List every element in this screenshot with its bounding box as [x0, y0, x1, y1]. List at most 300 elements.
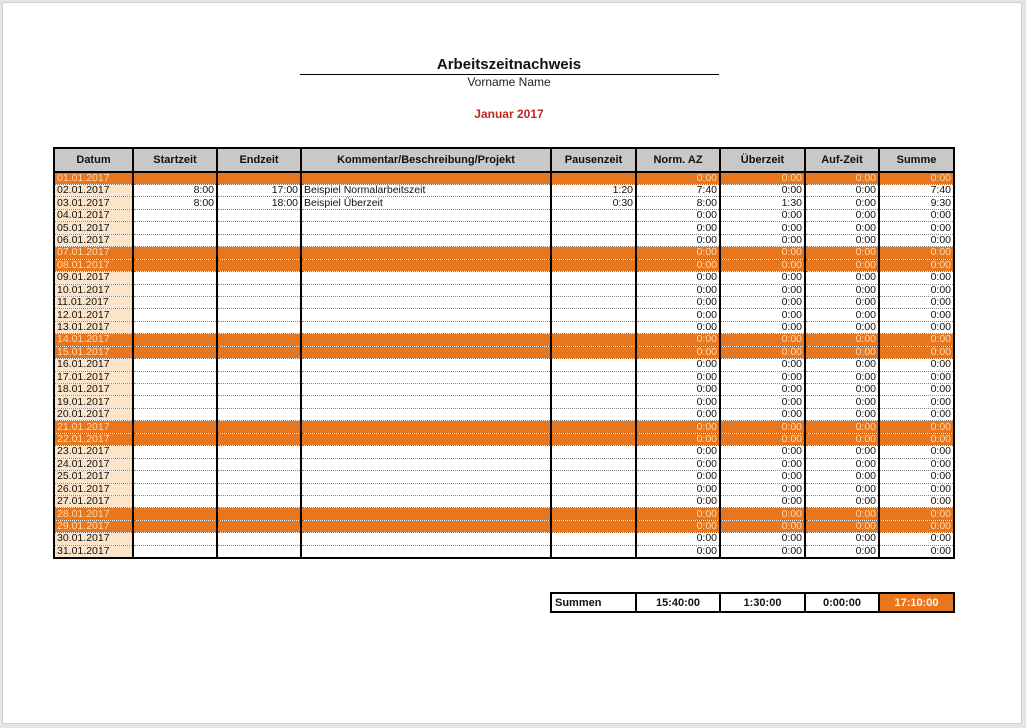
- cell-pausenzeit[interactable]: [551, 533, 636, 545]
- cell-auf-zeit[interactable]: 0:00: [805, 520, 879, 532]
- cell-norm-az[interactable]: 0:00: [636, 471, 720, 483]
- cell-norm-az[interactable]: 0:00: [636, 458, 720, 470]
- cell-endzeit[interactable]: [217, 384, 301, 396]
- cell-datum[interactable]: 17.01.2017: [54, 371, 133, 383]
- col-header-startzeit: Startzeit: [133, 148, 217, 172]
- cell-pausenzeit[interactable]: [551, 259, 636, 271]
- cell-ueberzeit[interactable]: 0:00: [720, 545, 805, 558]
- cell-kommentar[interactable]: [301, 334, 551, 346]
- cell-pausenzeit[interactable]: [551, 272, 636, 284]
- cell-endzeit[interactable]: [217, 421, 301, 433]
- cell-endzeit[interactable]: [217, 346, 301, 358]
- cell-norm-az[interactable]: 0:00: [636, 259, 720, 271]
- cell-startzeit[interactable]: [133, 247, 217, 259]
- col-header-kommentar: Kommentar/Beschreibung/Projekt: [301, 148, 551, 172]
- cell-startzeit[interactable]: [133, 272, 217, 284]
- cell-kommentar[interactable]: [301, 495, 551, 507]
- cell-kommentar[interactable]: [301, 234, 551, 246]
- cell-datum[interactable]: 13.01.2017: [54, 321, 133, 333]
- cell-auf-zeit[interactable]: 0:00: [805, 309, 879, 321]
- cell-pausenzeit[interactable]: [551, 172, 636, 185]
- cell-datum[interactable]: 26.01.2017: [54, 483, 133, 495]
- cell-startzeit[interactable]: [133, 421, 217, 433]
- cell-ueberzeit[interactable]: 0:00: [720, 483, 805, 495]
- cell-norm-az[interactable]: 0:00: [636, 384, 720, 396]
- cell-ueberzeit[interactable]: 0:00: [720, 396, 805, 408]
- cell-pausenzeit[interactable]: [551, 384, 636, 396]
- cell-endzeit[interactable]: [217, 520, 301, 532]
- cell-startzeit[interactable]: [133, 259, 217, 271]
- cell-auf-zeit[interactable]: 0:00: [805, 483, 879, 495]
- table-row: [54, 234, 954, 246]
- cell-ueberzeit[interactable]: 0:00: [720, 259, 805, 271]
- cell-pausenzeit[interactable]: [551, 209, 636, 221]
- cell-datum[interactable]: 08.01.2017: [54, 259, 133, 271]
- cell-endzeit[interactable]: [217, 284, 301, 296]
- cell-datum[interactable]: 03.01.2017: [54, 197, 133, 209]
- cell-startzeit[interactable]: [133, 483, 217, 495]
- cell-summe[interactable]: 0:00: [879, 458, 954, 470]
- cell-norm-az[interactable]: 7:40: [636, 185, 720, 197]
- cell-startzeit[interactable]: [133, 284, 217, 296]
- cell-ueberzeit[interactable]: 0:00: [720, 421, 805, 433]
- cell-kommentar[interactable]: [301, 458, 551, 470]
- cell-auf-zeit[interactable]: 0:00: [805, 247, 879, 259]
- cell-pausenzeit[interactable]: [551, 247, 636, 259]
- cell-ueberzeit[interactable]: 0:00: [720, 458, 805, 470]
- cell-summe[interactable]: 0:00: [879, 346, 954, 358]
- cell-ueberzeit[interactable]: 0:00: [720, 234, 805, 246]
- cell-ueberzeit[interactable]: 0:00: [720, 495, 805, 507]
- cell-norm-az[interactable]: 0:00: [636, 508, 720, 520]
- cell-ueberzeit[interactable]: 0:00: [720, 471, 805, 483]
- cell-endzeit[interactable]: [217, 272, 301, 284]
- cell-auf-zeit[interactable]: 0:00: [805, 359, 879, 371]
- cell-startzeit[interactable]: [133, 346, 217, 358]
- cell-startzeit[interactable]: [133, 222, 217, 234]
- cell-norm-az[interactable]: 0:00: [636, 495, 720, 507]
- cell-datum[interactable]: 10.01.2017: [54, 284, 133, 296]
- cell-summe[interactable]: 0:00: [879, 396, 954, 408]
- cell-datum[interactable]: 14.01.2017: [54, 334, 133, 346]
- cell-kommentar[interactable]: [301, 346, 551, 358]
- cell-norm-az[interactable]: 0:00: [636, 209, 720, 221]
- cell-startzeit[interactable]: [133, 396, 217, 408]
- cell-kommentar[interactable]: [301, 384, 551, 396]
- cell-norm-az[interactable]: 0:00: [636, 234, 720, 246]
- cell-ueberzeit[interactable]: 0:00: [720, 272, 805, 284]
- cell-startzeit[interactable]: [133, 172, 217, 185]
- cell-summe[interactable]: 9:30: [879, 197, 954, 209]
- cell-auf-zeit[interactable]: 0:00: [805, 346, 879, 358]
- cell-norm-az[interactable]: 0:00: [636, 446, 720, 458]
- cell-datum[interactable]: 21.01.2017: [54, 421, 133, 433]
- cell-auf-zeit[interactable]: 0:00: [805, 396, 879, 408]
- cell-norm-az[interactable]: 0:00: [636, 396, 720, 408]
- cell-ueberzeit[interactable]: 0:00: [720, 346, 805, 358]
- cell-endzeit[interactable]: [217, 334, 301, 346]
- cell-auf-zeit[interactable]: 0:00: [805, 296, 879, 308]
- table-row: [54, 309, 954, 321]
- cell-pausenzeit[interactable]: [551, 222, 636, 234]
- cell-pausenzeit[interactable]: 0:30: [551, 197, 636, 209]
- cell-ueberzeit[interactable]: 0:00: [720, 508, 805, 520]
- cell-datum[interactable]: 12.01.2017: [54, 309, 133, 321]
- cell-startzeit[interactable]: [133, 520, 217, 532]
- cell-pausenzeit[interactable]: [551, 495, 636, 507]
- cell-pausenzeit[interactable]: [551, 284, 636, 296]
- cell-kommentar[interactable]: [301, 483, 551, 495]
- cell-pausenzeit[interactable]: [551, 483, 636, 495]
- cell-summe[interactable]: 0:00: [879, 408, 954, 420]
- cell-endzeit[interactable]: [217, 259, 301, 271]
- cell-auf-zeit[interactable]: 0:00: [805, 334, 879, 346]
- cell-kommentar[interactable]: [301, 259, 551, 271]
- cell-endzeit[interactable]: [217, 446, 301, 458]
- cell-endzeit[interactable]: [217, 247, 301, 259]
- cell-ueberzeit[interactable]: 0:00: [720, 446, 805, 458]
- cell-kommentar[interactable]: [301, 508, 551, 520]
- cell-startzeit[interactable]: [133, 508, 217, 520]
- cell-startzeit[interactable]: [133, 495, 217, 507]
- cell-summe[interactable]: 0:00: [879, 284, 954, 296]
- cell-pausenzeit[interactable]: [551, 433, 636, 445]
- cell-norm-az[interactable]: 0:00: [636, 222, 720, 234]
- sum-auf-zeit[interactable]: 0:00:00: [805, 593, 879, 612]
- cell-kommentar[interactable]: [301, 533, 551, 545]
- cell-pausenzeit[interactable]: [551, 408, 636, 420]
- cell-endzeit[interactable]: [217, 209, 301, 221]
- cell-norm-az[interactable]: 0:00: [636, 359, 720, 371]
- cell-summe[interactable]: 0:00: [879, 384, 954, 396]
- cell-startzeit[interactable]: [133, 433, 217, 445]
- cell-datum[interactable]: 29.01.2017: [54, 520, 133, 532]
- cell-startzeit[interactable]: [133, 234, 217, 246]
- cell-norm-az[interactable]: 0:00: [636, 296, 720, 308]
- cell-datum[interactable]: 02.01.2017: [54, 185, 133, 197]
- cell-kommentar[interactable]: Beispiel Überzeit: [301, 197, 551, 209]
- col-header-ueberzeit: Überzeit: [720, 148, 805, 172]
- sum-total[interactable]: 17:10:00: [879, 593, 954, 612]
- cell-norm-az[interactable]: 0:00: [636, 284, 720, 296]
- table-row: [54, 272, 954, 284]
- cell-startzeit[interactable]: [133, 446, 217, 458]
- cell-auf-zeit[interactable]: 0:00: [805, 284, 879, 296]
- cell-norm-az[interactable]: 0:00: [636, 483, 720, 495]
- cell-kommentar[interactable]: [301, 296, 551, 308]
- cell-summe[interactable]: 0:00: [879, 272, 954, 284]
- cell-ueberzeit[interactable]: 0:00: [720, 296, 805, 308]
- table-row: [54, 508, 954, 520]
- cell-summe[interactable]: 0:00: [879, 209, 954, 221]
- cell-pausenzeit[interactable]: [551, 296, 636, 308]
- cell-endzeit[interactable]: 17:00: [217, 185, 301, 197]
- sum-norm-az[interactable]: 15:40:00: [636, 593, 720, 612]
- cell-ueberzeit[interactable]: 0:00: [720, 359, 805, 371]
- cell-auf-zeit[interactable]: 0:00: [805, 172, 879, 185]
- table-row: [54, 259, 954, 271]
- cell-auf-zeit[interactable]: 0:00: [805, 495, 879, 507]
- cell-startzeit[interactable]: [133, 471, 217, 483]
- table-row: [54, 545, 954, 558]
- cell-kommentar[interactable]: [301, 209, 551, 221]
- cell-summe[interactable]: 0:00: [879, 321, 954, 333]
- cell-ueberzeit[interactable]: 0:00: [720, 533, 805, 545]
- cell-auf-zeit[interactable]: 0:00: [805, 408, 879, 420]
- cell-kommentar[interactable]: [301, 471, 551, 483]
- cell-ueberzeit[interactable]: 0:00: [720, 334, 805, 346]
- cell-norm-az[interactable]: 0:00: [636, 421, 720, 433]
- cell-datum[interactable]: 23.01.2017: [54, 446, 133, 458]
- cell-norm-az[interactable]: 0:00: [636, 520, 720, 532]
- cell-norm-az[interactable]: 0:00: [636, 309, 720, 321]
- cell-datum[interactable]: 06.01.2017: [54, 234, 133, 246]
- cell-endzeit[interactable]: [217, 222, 301, 234]
- cell-auf-zeit[interactable]: 0:00: [805, 272, 879, 284]
- cell-ueberzeit[interactable]: 0:00: [720, 247, 805, 259]
- table-row: [54, 284, 954, 296]
- cell-norm-az[interactable]: 0:00: [636, 408, 720, 420]
- cell-ueberzeit[interactable]: 0:00: [720, 222, 805, 234]
- cell-startzeit[interactable]: [133, 296, 217, 308]
- cell-kommentar[interactable]: [301, 520, 551, 532]
- sum-ueberzeit[interactable]: 1:30:00: [720, 593, 805, 612]
- cell-endzeit[interactable]: [217, 321, 301, 333]
- cell-kommentar[interactable]: [301, 222, 551, 234]
- cell-kommentar[interactable]: [301, 272, 551, 284]
- cell-endzeit[interactable]: [217, 172, 301, 185]
- cell-auf-zeit[interactable]: 0:00: [805, 259, 879, 271]
- cell-norm-az[interactable]: 0:00: [636, 247, 720, 259]
- cell-startzeit[interactable]: [133, 545, 217, 558]
- cell-endzeit[interactable]: [217, 545, 301, 558]
- cell-auf-zeit[interactable]: 0:00: [805, 321, 879, 333]
- cell-ueberzeit[interactable]: 0:00: [720, 371, 805, 383]
- cell-datum[interactable]: 31.01.2017: [54, 545, 133, 558]
- cell-summe[interactable]: 0:00: [879, 309, 954, 321]
- cell-pausenzeit[interactable]: [551, 471, 636, 483]
- cell-kommentar[interactable]: [301, 371, 551, 383]
- cell-datum[interactable]: 20.01.2017: [54, 408, 133, 420]
- cell-auf-zeit[interactable]: 0:00: [805, 209, 879, 221]
- cell-summe[interactable]: 0:00: [879, 359, 954, 371]
- cell-summe[interactable]: 0:00: [879, 483, 954, 495]
- cell-summe[interactable]: 0:00: [879, 533, 954, 545]
- cell-startzeit[interactable]: [133, 309, 217, 321]
- table-row: [54, 359, 954, 371]
- cell-startzeit[interactable]: 8:00: [133, 185, 217, 197]
- cell-auf-zeit[interactable]: 0:00: [805, 545, 879, 558]
- cell-auf-zeit[interactable]: 0:00: [805, 446, 879, 458]
- cell-endzeit[interactable]: [217, 495, 301, 507]
- cell-endzeit[interactable]: [217, 309, 301, 321]
- cell-auf-zeit[interactable]: 0:00: [805, 471, 879, 483]
- table-row: [54, 396, 954, 408]
- table-row: [54, 371, 954, 383]
- cell-summe[interactable]: 0:00: [879, 508, 954, 520]
- cell-pausenzeit[interactable]: [551, 359, 636, 371]
- cell-summe[interactable]: 0:00: [879, 296, 954, 308]
- cell-datum[interactable]: 15.01.2017: [54, 346, 133, 358]
- cell-kommentar[interactable]: [301, 172, 551, 185]
- cell-pausenzeit[interactable]: [551, 371, 636, 383]
- cell-summe[interactable]: 0:00: [879, 172, 954, 185]
- cell-endzeit[interactable]: [217, 371, 301, 383]
- cell-startzeit[interactable]: [133, 533, 217, 545]
- col-header-norm-az: Norm. AZ: [636, 148, 720, 172]
- cell-endzeit[interactable]: [217, 508, 301, 520]
- cell-kommentar[interactable]: Beispiel Normalarbeitszeit: [301, 185, 551, 197]
- cell-pausenzeit[interactable]: [551, 520, 636, 532]
- cell-kommentar[interactable]: [301, 309, 551, 321]
- cell-ueberzeit[interactable]: 0:00: [720, 172, 805, 185]
- cell-datum[interactable]: 16.01.2017: [54, 359, 133, 371]
- cell-startzeit[interactable]: [133, 371, 217, 383]
- cell-ueberzeit[interactable]: 0:00: [720, 384, 805, 396]
- cell-pausenzeit[interactable]: [551, 421, 636, 433]
- cell-startzeit[interactable]: [133, 321, 217, 333]
- cell-norm-az[interactable]: 0:00: [636, 272, 720, 284]
- cell-kommentar[interactable]: [301, 396, 551, 408]
- cell-kommentar[interactable]: [301, 359, 551, 371]
- cell-startzeit[interactable]: 8:00: [133, 197, 217, 209]
- cell-summe[interactable]: 7:40: [879, 185, 954, 197]
- cell-norm-az[interactable]: 0:00: [636, 321, 720, 333]
- cell-summe[interactable]: 0:00: [879, 446, 954, 458]
- cell-pausenzeit[interactable]: [551, 458, 636, 470]
- cell-kommentar[interactable]: [301, 321, 551, 333]
- cell-pausenzeit[interactable]: [551, 309, 636, 321]
- cell-summe[interactable]: 0:00: [879, 334, 954, 346]
- cell-ueberzeit[interactable]: 0:00: [720, 433, 805, 445]
- table-row: [54, 458, 954, 470]
- cell-auf-zeit[interactable]: 0:00: [805, 197, 879, 209]
- cell-auf-zeit[interactable]: 0:00: [805, 421, 879, 433]
- cell-endzeit[interactable]: [217, 359, 301, 371]
- cell-auf-zeit[interactable]: 0:00: [805, 234, 879, 246]
- cell-pausenzeit[interactable]: 1:20: [551, 185, 636, 197]
- cell-endzeit[interactable]: [217, 458, 301, 470]
- cell-summe[interactable]: 0:00: [879, 545, 954, 558]
- cell-norm-az[interactable]: 0:00: [636, 545, 720, 558]
- cell-endzeit[interactable]: [217, 408, 301, 420]
- cell-ueberzeit[interactable]: 0:00: [720, 408, 805, 420]
- cell-norm-az[interactable]: 0:00: [636, 346, 720, 358]
- cell-summe[interactable]: 0:00: [879, 222, 954, 234]
- cell-auf-zeit[interactable]: 0:00: [805, 222, 879, 234]
- cell-endzeit[interactable]: [217, 234, 301, 246]
- cell-startzeit[interactable]: [133, 334, 217, 346]
- cell-pausenzeit[interactable]: [551, 508, 636, 520]
- cell-startzeit[interactable]: [133, 359, 217, 371]
- cell-datum[interactable]: 09.01.2017: [54, 272, 133, 284]
- cell-endzeit[interactable]: [217, 533, 301, 545]
- cell-startzeit[interactable]: [133, 209, 217, 221]
- cell-startzeit[interactable]: [133, 458, 217, 470]
- cell-summe[interactable]: 0:00: [879, 433, 954, 445]
- cell-pausenzeit[interactable]: [551, 346, 636, 358]
- cell-ueberzeit[interactable]: 0:00: [720, 284, 805, 296]
- cell-auf-zeit[interactable]: 0:00: [805, 458, 879, 470]
- cell-summe[interactable]: 0:00: [879, 471, 954, 483]
- cell-endzeit[interactable]: [217, 471, 301, 483]
- cell-kommentar[interactable]: [301, 446, 551, 458]
- cell-summe[interactable]: 0:00: [879, 421, 954, 433]
- cell-datum[interactable]: 18.01.2017: [54, 384, 133, 396]
- cell-ueberzeit[interactable]: 0:00: [720, 209, 805, 221]
- cell-summe[interactable]: 0:00: [879, 234, 954, 246]
- cell-norm-az[interactable]: 0:00: [636, 533, 720, 545]
- cell-pausenzeit[interactable]: [551, 321, 636, 333]
- cell-datum[interactable]: 28.01.2017: [54, 508, 133, 520]
- cell-datum[interactable]: 01.01.2017: [54, 172, 133, 185]
- cell-endzeit[interactable]: 18:00: [217, 197, 301, 209]
- cell-kommentar[interactable]: [301, 421, 551, 433]
- cell-datum[interactable]: 25.01.2017: [54, 471, 133, 483]
- cell-auf-zeit[interactable]: 0:00: [805, 533, 879, 545]
- cell-datum[interactable]: 19.01.2017: [54, 396, 133, 408]
- cell-norm-az[interactable]: 0:00: [636, 172, 720, 185]
- cell-ueberzeit[interactable]: 1:30: [720, 197, 805, 209]
- cell-pausenzeit[interactable]: [551, 234, 636, 246]
- cell-endzeit[interactable]: [217, 433, 301, 445]
- cell-auf-zeit[interactable]: 0:00: [805, 508, 879, 520]
- cell-datum[interactable]: 05.01.2017: [54, 222, 133, 234]
- cell-kommentar[interactable]: [301, 247, 551, 259]
- cell-summe[interactable]: 0:00: [879, 247, 954, 259]
- cell-auf-zeit[interactable]: 0:00: [805, 185, 879, 197]
- cell-endzeit[interactable]: [217, 296, 301, 308]
- cell-pausenzeit[interactable]: [551, 396, 636, 408]
- cell-norm-az[interactable]: 8:00: [636, 197, 720, 209]
- cell-auf-zeit[interactable]: 0:00: [805, 384, 879, 396]
- cell-summe[interactable]: 0:00: [879, 259, 954, 271]
- cell-datum[interactable]: 11.01.2017: [54, 296, 133, 308]
- cell-ueberzeit[interactable]: 0:00: [720, 309, 805, 321]
- cell-kommentar[interactable]: [301, 408, 551, 420]
- cell-summe[interactable]: 0:00: [879, 495, 954, 507]
- cell-norm-az[interactable]: 0:00: [636, 433, 720, 445]
- cell-datum[interactable]: 30.01.2017: [54, 533, 133, 545]
- cell-summe[interactable]: 0:00: [879, 371, 954, 383]
- cell-auf-zeit[interactable]: 0:00: [805, 371, 879, 383]
- cell-ueberzeit[interactable]: 0:00: [720, 520, 805, 532]
- cell-startzeit[interactable]: [133, 384, 217, 396]
- cell-ueberzeit[interactable]: 0:00: [720, 185, 805, 197]
- timesheet-table: [53, 147, 955, 559]
- cell-endzeit[interactable]: [217, 483, 301, 495]
- cell-kommentar[interactable]: [301, 545, 551, 558]
- cell-datum[interactable]: 07.01.2017: [54, 247, 133, 259]
- cell-datum[interactable]: 04.01.2017: [54, 209, 133, 221]
- cell-startzeit[interactable]: [133, 408, 217, 420]
- cell-kommentar[interactable]: [301, 284, 551, 296]
- cell-ueberzeit[interactable]: 0:00: [720, 321, 805, 333]
- cell-kommentar[interactable]: [301, 433, 551, 445]
- cell-auf-zeit[interactable]: 0:00: [805, 433, 879, 445]
- cell-pausenzeit[interactable]: [551, 545, 636, 558]
- cell-norm-az[interactable]: 0:00: [636, 334, 720, 346]
- cell-pausenzeit[interactable]: [551, 334, 636, 346]
- cell-norm-az[interactable]: 0:00: [636, 371, 720, 383]
- cell-endzeit[interactable]: [217, 396, 301, 408]
- cell-datum[interactable]: 27.01.2017: [54, 495, 133, 507]
- cell-pausenzeit[interactable]: [551, 446, 636, 458]
- col-header-pausenzeit: Pausenzeit: [551, 148, 636, 172]
- cell-datum[interactable]: 22.01.2017: [54, 433, 133, 445]
- cell-datum[interactable]: 24.01.2017: [54, 458, 133, 470]
- cell-summe[interactable]: 0:00: [879, 520, 954, 532]
